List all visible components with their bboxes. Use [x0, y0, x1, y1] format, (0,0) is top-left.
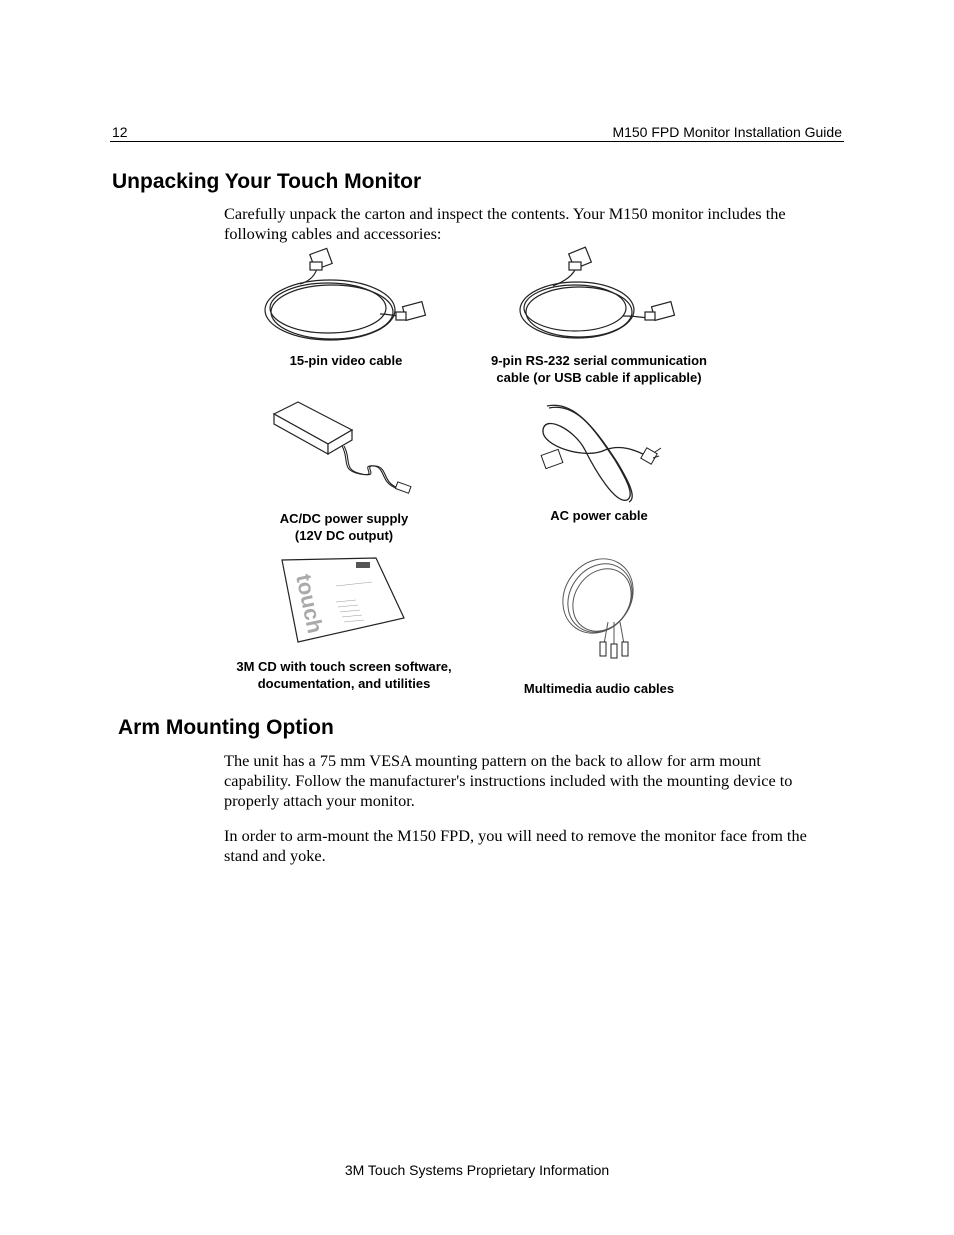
video-cable-icon	[260, 248, 440, 348]
cd-artwork-text: touch	[291, 571, 329, 636]
serial-cable-icon	[515, 246, 695, 346]
caption-power-supply: AC/DC power supply (12V DC output)	[279, 511, 409, 543]
section-heading-arm-mounting: Arm Mounting Option	[118, 716, 334, 739]
arm-mount-paragraph-1: The unit has a 75 mm VESA mounting pattern on the back to allow for arm mount capability. Follow the manufacturer's instructions included with the mounting device to properly attach your monitor.	[224, 751, 793, 810]
caption-audio-cables: Multimedia audio cables	[523, 681, 675, 696]
guide-title: M150 FPD Monitor Installation Guide	[612, 124, 842, 140]
header-rule	[110, 141, 844, 142]
caption-cd: 3M CD with touch screen software, documentation, and utilities	[236, 659, 452, 691]
caption-serial-cable: 9-pin RS-232 serial communication cable (or USB cable if applicable)	[490, 353, 707, 385]
caption-video-cable: 15-pin video cable	[289, 353, 403, 368]
section-heading-unpacking: Unpacking Your Touch Monitor	[112, 170, 422, 193]
intro-paragraph: Carefully unpack the carton and inspect the contents. Your M150 monitor includes the following cables and accessories:	[224, 204, 786, 243]
page-number: 12	[112, 124, 128, 140]
page-footer: 3M Touch Systems Proprietary Information	[344, 1162, 610, 1178]
audio-cables-icon	[552, 556, 647, 666]
ac-power-cable-icon	[535, 400, 665, 505]
cd-sleeve-icon	[276, 556, 408, 646]
caption-ac-power-cable: AC power cable	[550, 508, 648, 523]
power-supply-icon	[270, 400, 420, 505]
arm-mount-paragraph-2: In order to arm-mount the M150 FPD, you will need to remove the monitor face from the stand and yoke.	[224, 826, 807, 865]
